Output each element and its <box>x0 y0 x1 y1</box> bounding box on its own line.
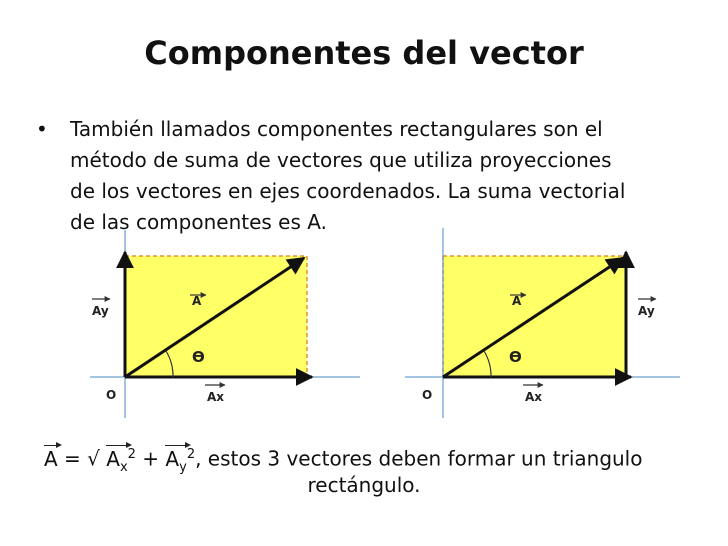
diagram-right <box>405 228 680 418</box>
label-ay: Ay <box>638 304 655 318</box>
formula-equals-root: = √ <box>57 446 107 471</box>
label-a: A <box>512 294 522 308</box>
ay-subscript: y <box>179 459 187 475</box>
label-theta: ϴ <box>509 348 522 366</box>
bullet-line: método de suma de vectores que utiliza proyecciones <box>70 148 612 172</box>
bullet-line: de las componentes es A. <box>70 210 327 234</box>
ax-superscript: 2 <box>127 447 136 462</box>
ay-base: A <box>165 446 180 471</box>
ax-subscript: x <box>119 459 128 475</box>
label-a: A <box>192 294 202 308</box>
bullet-dot: • <box>36 117 48 141</box>
label-ay: Ay <box>92 304 109 318</box>
formula-plus: + <box>135 446 166 471</box>
slide-title: Componentes del vector <box>144 34 584 72</box>
label-origin: O <box>106 388 117 402</box>
vector-a-symbol: A <box>44 444 58 474</box>
formula-tail: , estos 3 vectores deben formar un triangulo <box>195 446 643 471</box>
label-ax: Ax <box>525 390 543 404</box>
bullet-line: de los vectores en ejes coordenados. La suma vectorial <box>70 179 626 203</box>
diagram-left <box>90 230 360 418</box>
label-theta: ϴ <box>192 348 205 366</box>
formula-line-2: rectángulo. <box>307 473 421 497</box>
label-ax: Ax <box>207 390 225 404</box>
bullet-line: También llamados componentes rectangulares son el <box>70 117 603 141</box>
ay-superscript: 2 <box>186 447 196 462</box>
ax-base: A <box>106 446 120 471</box>
label-origin: O <box>422 388 433 402</box>
